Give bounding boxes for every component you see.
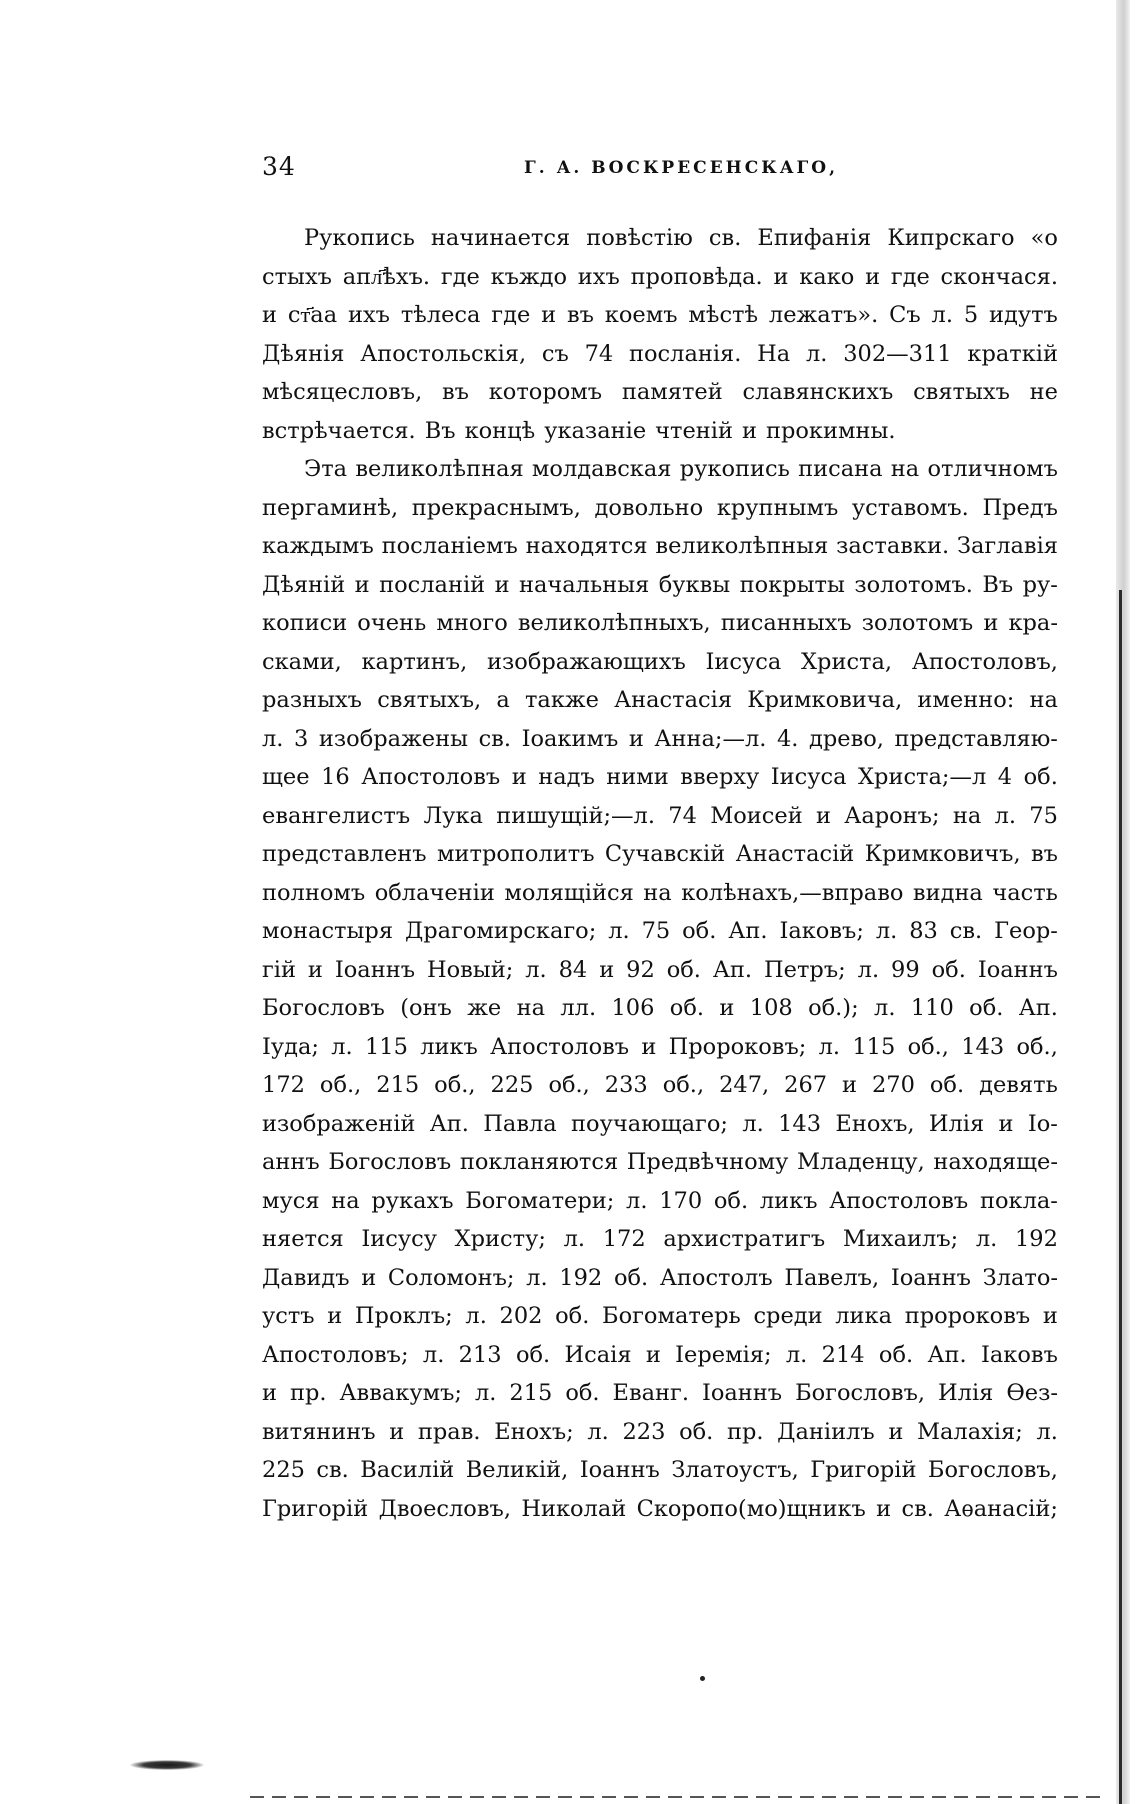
page-header bbox=[262, 152, 1062, 188]
scan-bottom-edge bbox=[250, 1796, 1100, 1798]
text-line: Апостоловъ; л. 213 об. Исаія и Іеремія; л. 214 об. Ап. Іаковъ bbox=[262, 1341, 1058, 1368]
page-number: 34 bbox=[262, 152, 296, 181]
text-line: 172 об., 215 об., 225 об., 233 об., 247, 267 и 270 об. девять bbox=[262, 1072, 1058, 1098]
text-line: монастыря Драгомирскаго; л. 75 об. Ап. Іаковъ; л. 83 св. Геор- bbox=[262, 918, 1058, 944]
text-line: гій и Іоаннъ Новый; л. 84 и 92 об. Ап. Петръ; л. 99 об. Іоаннъ bbox=[262, 956, 1058, 983]
text-line: муся на рукахъ Богоматери; л. 170 об. ликъ Апостоловъ покла- bbox=[262, 1187, 1058, 1214]
text-line: устъ и Проклъ; л. 202 об. Богоматерь среди лика пророковъ и bbox=[262, 1303, 1058, 1329]
ink-dot bbox=[700, 1676, 705, 1681]
scan-binding-shadow bbox=[1119, 590, 1122, 1804]
text-line: щее 16 Апостоловъ и надъ ними вверху Іисуса Христа;—л 4 об. bbox=[262, 764, 1058, 790]
text-line: сками, картинъ, изображающихъ Іисуса Христа, Апостоловъ, bbox=[262, 648, 1058, 675]
running-head: Г. А. ВОСКРЕСЕНСКАГО, bbox=[524, 158, 839, 178]
text-line: Іуда; л. 115 ликъ Апостоловъ и Пророковъ; л. 115 об., 143 об., bbox=[262, 1033, 1058, 1060]
text-line: л. 3 изображены св. Іоакимъ и Анна;—л. 4. древо, представляю- bbox=[262, 725, 1058, 752]
text-line: Дѣяній и посланій и начальныя буквы покрыты золотомъ. Въ ру- bbox=[262, 571, 1058, 598]
text-line: витянинъ и прав. Енохъ; л. 223 об. пр. Даніилъ и Малахія; л. bbox=[262, 1418, 1058, 1445]
text-line: стыхъ апл҃ѣхъ. где къждо ихъ проповѣда. и како и где скончася. bbox=[262, 263, 1058, 290]
body-text bbox=[262, 219, 1058, 1528]
text-line: изображеній Ап. Павла поучающаго; л. 143 Енохъ, Илія и Іо- bbox=[262, 1110, 1058, 1137]
text-line: встрѣчается. Въ концѣ указаніе чтеній и прокимны. bbox=[262, 417, 896, 444]
text-line: Богословъ (онъ же на лл. 106 об. и 108 об.); л. 110 об. Ап. bbox=[262, 995, 1058, 1021]
text-line: представленъ митрополитъ Сучавскій Анастасій Кримковичъ, въ bbox=[262, 841, 1058, 867]
text-line: полномъ облаченіи молящійся на колѣнахъ,—вправо видна часть bbox=[262, 879, 1058, 906]
text-line: Давидъ и Соломонъ; л. 192 об. Апостолъ Павелъ, Іоаннъ Злато- bbox=[262, 1264, 1058, 1291]
text-line: аннъ Богословъ покланяются Предвѣчному Младенцу, находяще- bbox=[262, 1149, 1058, 1175]
text-line: кописи очень много великолѣпныхъ, писанныхъ золотомъ и кра- bbox=[262, 610, 1058, 636]
text-line: Дѣянія Апостольскія, съ 74 посланія. На л. 302—311 краткій bbox=[262, 340, 1058, 367]
text-line: Григорій Двоесловъ, Николай Скоропо(мо)щникъ и св. Аѳанасій; bbox=[262, 1495, 1058, 1522]
text-line: и пр. Аввакумъ; л. 215 об. Еванг. Іоаннъ Богословъ, Илія Ѳез- bbox=[262, 1380, 1058, 1406]
text-line: няется Іисусу Христу; л. 172 архистратигъ Михаилъ; л. 192 bbox=[262, 1226, 1058, 1252]
text-line: каждымъ посланіемъ находятся великолѣпныя заставки. Заглавія bbox=[262, 533, 1058, 559]
text-line: евангелистъ Лука пишущій;—л. 74 Моисей и Ааронъ; на л. 75 bbox=[262, 802, 1058, 829]
text-line: Рукопись начинается повѣстію св. Епифанія Кипрскаго «о bbox=[304, 225, 1058, 251]
ink-smudge bbox=[130, 1760, 204, 1770]
text-line: пергаминѣ, прекраснымъ, довольно крупнымъ уставомъ. Предъ bbox=[262, 494, 1058, 521]
text-line: мѣсяцесловъ, въ которомъ памятей славянскихъ святыхъ не bbox=[262, 379, 1058, 405]
text-line: разныхъ святыхъ, а также Анастасія Кримковича, именно: на bbox=[262, 687, 1058, 713]
text-line: и ст҃аа ихъ тѣлеса где и въ коемъ мѣстѣ лежатъ». Съ л. 5 идутъ bbox=[262, 302, 1058, 328]
text-line: 225 св. Василій Великій, Іоаннъ Златоустъ, Григорій Богословъ, bbox=[262, 1457, 1058, 1483]
text-line: Эта великолѣпная молдавская рукопись писана на отличномъ bbox=[304, 456, 1058, 482]
